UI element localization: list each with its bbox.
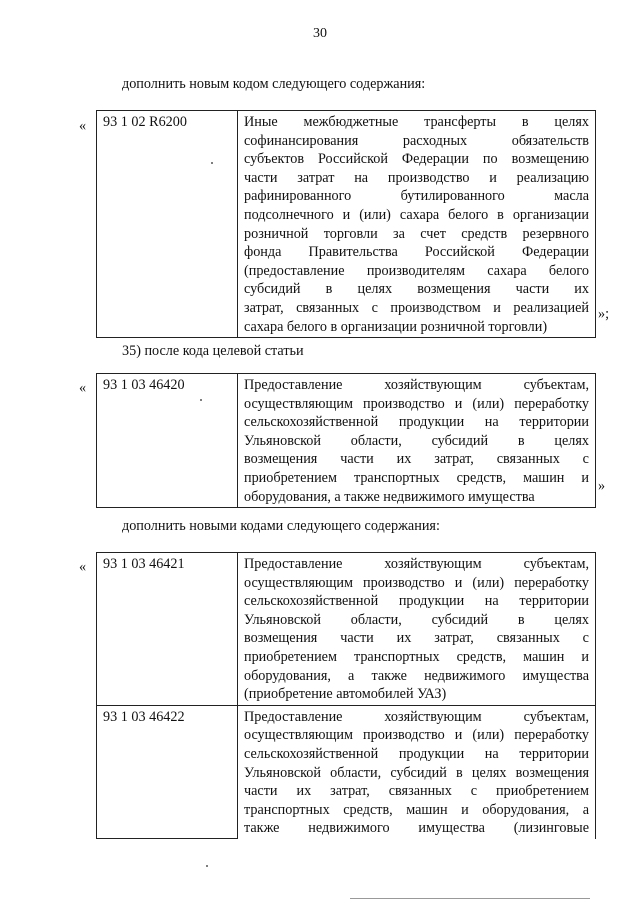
desc-line: приобретением транспортных средств, машин и <box>244 469 589 486</box>
open-quote-2: « <box>79 380 87 396</box>
desc-line: субъектов Российской Федерации по возмещению <box>244 151 589 168</box>
desc-line: части их затрат, связанных с приобретением <box>244 783 589 800</box>
footer-rule <box>350 898 590 899</box>
desc-line: оборудования, а также недвижимого имущества <box>244 488 535 505</box>
table-row <box>97 553 596 706</box>
desc-line: осуществляющим производство и (или) переработку <box>244 727 589 744</box>
desc-line: возмещения части их затрат, связанных с <box>244 451 589 468</box>
page-number: 30 <box>313 26 327 41</box>
desc-line: транспортных средств, машин и оборудования, а <box>244 801 589 818</box>
desc-line: Ульяновской области, субсидий в целях <box>244 432 589 449</box>
desc-line: подсолнечного и (или) сахара белого в организации <box>244 206 589 223</box>
desc-line: Ульяновской области, субсидий в целях <box>244 611 589 628</box>
close-quote-semicolon: »; <box>598 306 610 322</box>
code-table-2 <box>96 373 596 508</box>
code-cell: 93 1 03 46421 <box>97 553 238 706</box>
desc-line: осуществляющим производство и (или) переработку <box>244 574 589 591</box>
desc-line: Иные межбюджетные трансферты в целях <box>244 114 589 130</box>
description-cell <box>238 374 596 508</box>
close-quote: » <box>598 478 606 494</box>
desc-line: Ульяновской области, субсидий в целях возмещения <box>244 764 589 781</box>
desc-line: сельскохозяйственной продукции на территории <box>244 593 589 610</box>
desc-line: субсидий в целях возмещения части их <box>244 281 589 298</box>
desc-line: оборудования, а также недвижимого имущества <box>244 667 589 684</box>
desc-line: сельскохозяйственной продукции на территории <box>244 745 589 762</box>
scan-speck <box>211 162 213 164</box>
desc-line: части затрат на производство и реализацию <box>244 169 589 186</box>
desc-line: возмещения части их затрат, связанных с <box>244 630 589 647</box>
table-row <box>97 111 596 338</box>
code-table-1 <box>96 110 596 338</box>
desc-line: также недвижимого имущества (лизинговые <box>244 820 589 837</box>
desc-line: сахара белого в организации розничной торговли) <box>244 318 548 335</box>
desc-line: сельскохозяйственной продукции на территории <box>244 414 589 431</box>
desc-line: приобретением транспортных средств, машин и <box>244 648 589 665</box>
description-cell <box>238 111 596 338</box>
desc-line: затрат, связанных с производством и реализацией <box>244 299 589 316</box>
code-cell: 93 1 03 46422 <box>97 705 238 839</box>
code-table-3 <box>96 552 596 839</box>
table-row <box>97 374 596 508</box>
item-35-paragraph: 35) после кода целевой статьи <box>122 343 304 359</box>
desc-line: Предоставление хозяйствующим субъектам, <box>244 556 589 572</box>
intro-paragraph-1: дополнить новым кодом следующего содержания: <box>122 76 426 92</box>
description-cell <box>238 553 596 706</box>
desc-line: (приобретение автомобилей УАЗ) <box>244 686 447 703</box>
code-cell: 93 1 02 R6200 <box>97 111 238 338</box>
scan-speck <box>200 399 202 401</box>
open-quote-3: « <box>79 559 87 575</box>
description-cell <box>238 705 596 839</box>
desc-line: Предоставление хозяйствующим субъектам, <box>244 377 589 393</box>
desc-line: розничной торговли за счет средств резервного <box>244 225 589 242</box>
desc-line: фонда Правительства Российской Федерации <box>244 244 589 261</box>
desc-line: рафинированного бутилированного масла <box>244 188 589 205</box>
scan-speck <box>206 865 208 867</box>
table-row <box>97 705 596 839</box>
desc-line: осуществляющим производство и (или) переработку <box>244 395 589 412</box>
desc-line: софинансирования расходных обязательств <box>244 132 589 149</box>
desc-line: (предоставление производителям сахара белого <box>244 262 589 279</box>
code-cell: 93 1 03 46420 <box>97 374 238 508</box>
desc-line: Предоставление хозяйствующим субъектам, <box>244 708 589 725</box>
intro-paragraph-2: дополнить новыми кодами следующего содержания: <box>122 518 440 534</box>
open-quote-1: « <box>79 118 87 134</box>
